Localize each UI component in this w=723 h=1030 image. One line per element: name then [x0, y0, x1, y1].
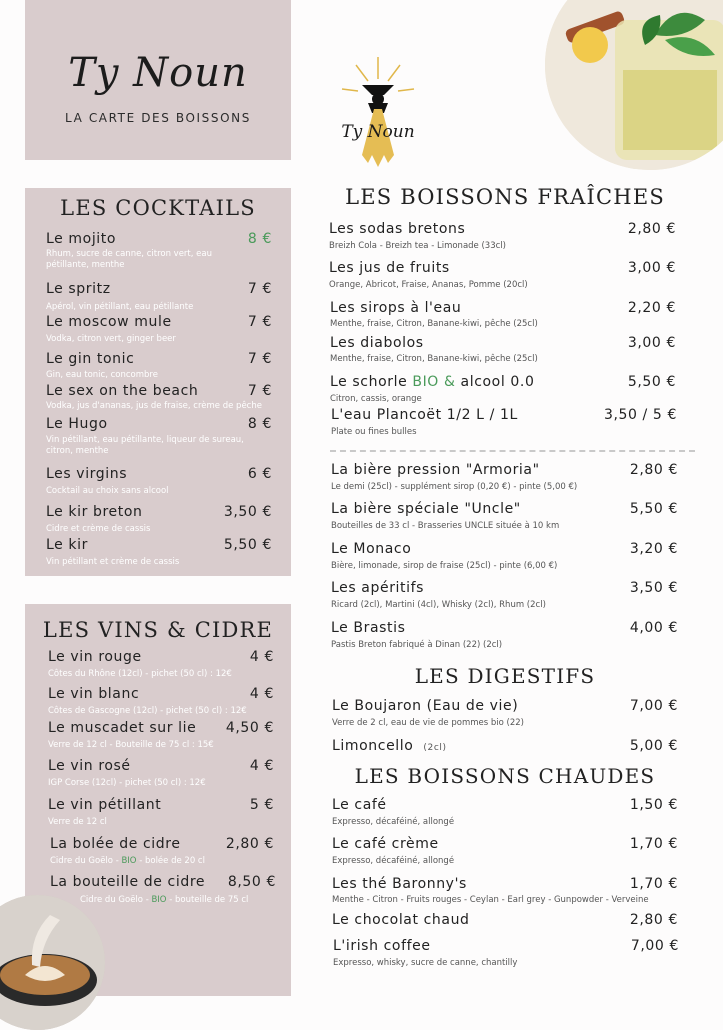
digestifs-title: LES DIGESTIFS: [414, 664, 596, 688]
list-item: [331, 580, 678, 614]
item-desc: Menthe - Citron - Fruits rouges - Ceylan - Earl grey - Gunpowder - Verveine: [332, 895, 649, 905]
item-desc: Breizh Cola - Breizh tea - Limonade (33cl): [329, 241, 506, 251]
list-item: [332, 876, 678, 910]
list-item: [332, 836, 678, 870]
item-desc: Expresso, décaféiné, allongé: [332, 817, 455, 827]
item-name: Le muscadet sur lie: [48, 720, 197, 736]
item-price: 7 €: [247, 383, 272, 399]
item-name: Le Boujaron (Eau de vie): [332, 698, 519, 714]
item-desc: Rhum, sucre de canne, citron vert, eau pétillante, menthe: [46, 249, 212, 270]
item-price: 5,50 €: [629, 501, 678, 517]
mojito-photo: [545, 0, 723, 170]
item-name: La bolée de cidre: [50, 836, 181, 852]
list-item: [46, 231, 272, 271]
item-name: Le chocolat chaud: [332, 912, 470, 928]
name-main: Limoncello: [332, 738, 414, 754]
item-name: Les virgins: [46, 466, 128, 482]
item-price: 7 €: [247, 281, 272, 297]
item-price: 6 €: [247, 466, 272, 482]
item-desc: Pastis Breton fabriqué à Dinan (22) (2cl): [331, 640, 503, 650]
item-desc: Cocktail au choix sans alcool: [46, 486, 169, 496]
item-name: Le vin blanc: [48, 686, 140, 702]
item-price: 2,20 €: [627, 300, 676, 316]
desc-size: - bolée de 20 cl: [136, 856, 205, 866]
list-item: [332, 738, 678, 760]
brand-title: Ty Noun: [68, 50, 248, 96]
item-price: 7,00 €: [630, 938, 679, 954]
desc-size: - bouteille de 75 cl: [166, 895, 249, 905]
item-name: La bière spéciale "Uncle": [331, 501, 521, 517]
list-item: [46, 466, 272, 496]
item-name: Le spritz: [46, 281, 111, 297]
list-item: [332, 797, 678, 831]
item-price: 3,50 €: [629, 580, 678, 596]
item-price: 1,50 €: [629, 797, 678, 813]
wines-title: LES VINS & CIDRE: [42, 618, 274, 642]
item-price: 2,80 €: [629, 462, 678, 478]
list-item: [48, 720, 274, 750]
list-item: [46, 351, 272, 381]
mojito-glass-icon: [545, 0, 723, 170]
item-price: 4 €: [249, 758, 274, 774]
item-name: Le gin tonic: [46, 351, 135, 367]
item-price: 2,80 €: [627, 221, 676, 237]
list-item: [330, 374, 676, 408]
list-item: [48, 797, 274, 827]
desc-origin: Cidre du Goëlo -: [80, 895, 152, 905]
item-price: 2,80 €: [629, 912, 678, 928]
item-name: Les thé Baronny's: [332, 876, 467, 892]
item-desc: Vin pétillant et crème de cassis: [46, 557, 180, 567]
item-desc: [50, 856, 274, 867]
list-item: [331, 407, 677, 441]
item-desc: Cidre et crème de cassis: [46, 524, 151, 534]
item-name: Les apéritifs: [331, 580, 425, 596]
list-item: [331, 501, 678, 535]
item-desc: Menthe, fraise, Citron, Banane-kiwi, pêche (25cl): [330, 354, 538, 364]
list-item: [331, 462, 678, 496]
name-amp: &: [438, 374, 461, 390]
list-item: [332, 698, 678, 732]
item-name: Le mojito: [46, 231, 117, 247]
item-desc: Verre de 2 cl, eau de vie de pommes bio (22): [332, 718, 524, 728]
list-item: [48, 649, 274, 679]
item-price: 1,70 €: [629, 876, 678, 892]
hot-title: LES BOISSONS CHAUDES: [354, 764, 656, 788]
item-desc: Ricard (2cl), Martini (4cl), Whisky (2cl), Rhum (2cl): [331, 600, 546, 610]
item-price: 4,50 €: [225, 720, 274, 736]
item-name: Les sodas bretons: [329, 221, 466, 237]
item-desc: Le demi (25cl) - supplément sirop (0,20 €) - pinte (5,00 €): [331, 482, 578, 492]
item-price: 3,50 €: [223, 504, 272, 520]
list-item: [331, 541, 678, 575]
list-item: [330, 335, 676, 369]
list-item: [50, 874, 276, 904]
item-name: Le café: [332, 797, 387, 813]
item-name: Le Monaco: [331, 541, 412, 557]
item-price: 8 €: [247, 231, 272, 247]
name-main: Le schorle: [330, 374, 413, 390]
item-name: La bouteille de cidre: [50, 874, 206, 890]
item-desc: Vodka, citron vert, ginger beer: [46, 334, 176, 344]
item-name: Les sirops à l'eau: [330, 300, 462, 316]
item-desc: Côtes du Rhône (12cl) - pichet (50 cl) : 12€: [48, 669, 232, 679]
bio-label: BIO: [151, 895, 167, 905]
item-price: 5,50 €: [627, 374, 676, 390]
bio-label: BIO: [412, 374, 439, 390]
item-name: Le kir breton: [46, 504, 143, 520]
list-item: [46, 416, 272, 460]
item-name: Les jus de fruits: [329, 260, 450, 276]
item-price: 8,50 €: [227, 874, 276, 890]
item-price: 5 €: [249, 797, 274, 813]
item-desc: Menthe, fraise, Citron, Banane-kiwi, pêche (25cl): [330, 319, 538, 329]
item-name: Le vin rosé: [48, 758, 131, 774]
item-name: [332, 738, 447, 754]
item-price: 4 €: [249, 649, 274, 665]
item-name: Le vin rouge: [48, 649, 142, 665]
item-name: Le sex on the beach: [46, 383, 199, 399]
item-name: Le Brastis: [331, 620, 406, 636]
item-volume: (2cl): [423, 743, 447, 753]
item-price: 3,20 €: [629, 541, 678, 557]
item-desc: Côtes de Gascogne (12cl) - pichet (50 cl) : 12€: [48, 706, 247, 716]
item-price: 4,00 €: [629, 620, 678, 636]
item-desc: Citron, cassis, orange: [330, 394, 422, 404]
list-item: [46, 314, 272, 344]
item-desc: [80, 895, 276, 906]
item-name: Le Hugo: [46, 416, 108, 432]
item-desc: Orange, Abricot, Fraise, Ananas, Pomme (20cl): [329, 280, 528, 290]
item-name: L'eau Plancoët 1/2 L / 1L: [331, 407, 518, 423]
item-desc: Bouteilles de 33 cl - Brasseries UNCLE située à 10 km: [331, 521, 560, 531]
item-desc: Expresso, whisky, sucre de canne, chantilly: [333, 958, 518, 968]
list-item: [330, 300, 676, 334]
list-item: [46, 281, 272, 311]
list-item: [48, 758, 274, 788]
list-item: [333, 938, 679, 972]
item-name: Le vin pétillant: [48, 797, 162, 813]
item-price: 4 €: [249, 686, 274, 702]
item-desc: Verre de 12 cl - Bouteille de 75 cl : 15€: [48, 740, 214, 750]
item-name: L'irish coffee: [333, 938, 431, 954]
desc-origin: Cidre du Goëlo -: [50, 856, 122, 866]
item-price: 7,00 €: [629, 698, 678, 714]
item-price: 3,50 / 5 €: [603, 407, 677, 423]
item-price: 3,00 €: [627, 260, 676, 276]
list-item: [331, 620, 678, 654]
item-desc: Plate ou fines bulles: [331, 427, 417, 437]
fresh-title: LES BOISSONS FRAÎCHES: [345, 185, 665, 209]
section-divider: [330, 450, 695, 452]
item-name: Le moscow mule: [46, 314, 172, 330]
item-price: 5,50 €: [223, 537, 272, 553]
logo: [322, 55, 434, 180]
item-desc: Expresso, décaféiné, allongé: [332, 856, 455, 866]
list-item: [50, 836, 274, 866]
item-price: 7 €: [247, 314, 272, 330]
cocktails-title: LES COCKTAILS: [60, 196, 256, 220]
item-desc: Vodka, jus d'ananas, jus de fraise, crème de pêche: [46, 401, 262, 411]
list-item: [332, 912, 678, 934]
list-item: [46, 383, 272, 413]
item-name: La bière pression "Armoria": [331, 462, 540, 478]
brand-subtitle: LA CARTE DES BOISSONS: [65, 111, 251, 125]
item-price: 1,70 €: [629, 836, 678, 852]
name-extra: alcool 0.0: [460, 374, 535, 390]
list-item: [329, 260, 676, 294]
item-desc: Apérol, vin pétillant, eau pétillante: [46, 302, 194, 312]
list-item: [46, 504, 272, 534]
item-desc: Vin pétillant, eau pétillante, liqueur de sureau, citron, menthe: [46, 435, 244, 456]
item-desc: IGP Corse (12cl) - pichet (50 cl) : 12€: [48, 778, 206, 788]
item-price: 7 €: [247, 351, 272, 367]
item-price: 8 €: [247, 416, 272, 432]
list-item: [48, 686, 274, 716]
item-name: Les diabolos: [330, 335, 424, 351]
hermine-logo-icon: [322, 55, 434, 180]
item-price: 5,00 €: [629, 738, 678, 754]
list-item: [46, 537, 272, 567]
item-name: [330, 374, 534, 390]
item-name: Le kir: [46, 537, 88, 553]
item-price: 2,80 €: [225, 836, 274, 852]
item-price: 3,00 €: [627, 335, 676, 351]
bio-label: BIO: [121, 856, 137, 866]
item-desc: Gin, eau tonic, concombre: [46, 370, 158, 380]
logo-text: Ty Noun: [341, 122, 415, 142]
item-desc: Verre de 12 cl: [48, 817, 107, 827]
item-name: Le café crème: [332, 836, 439, 852]
list-item: [329, 221, 676, 255]
item-desc: Bière, limonade, sirop de fraise (25cl) - pinte (6,00 €): [331, 561, 558, 571]
